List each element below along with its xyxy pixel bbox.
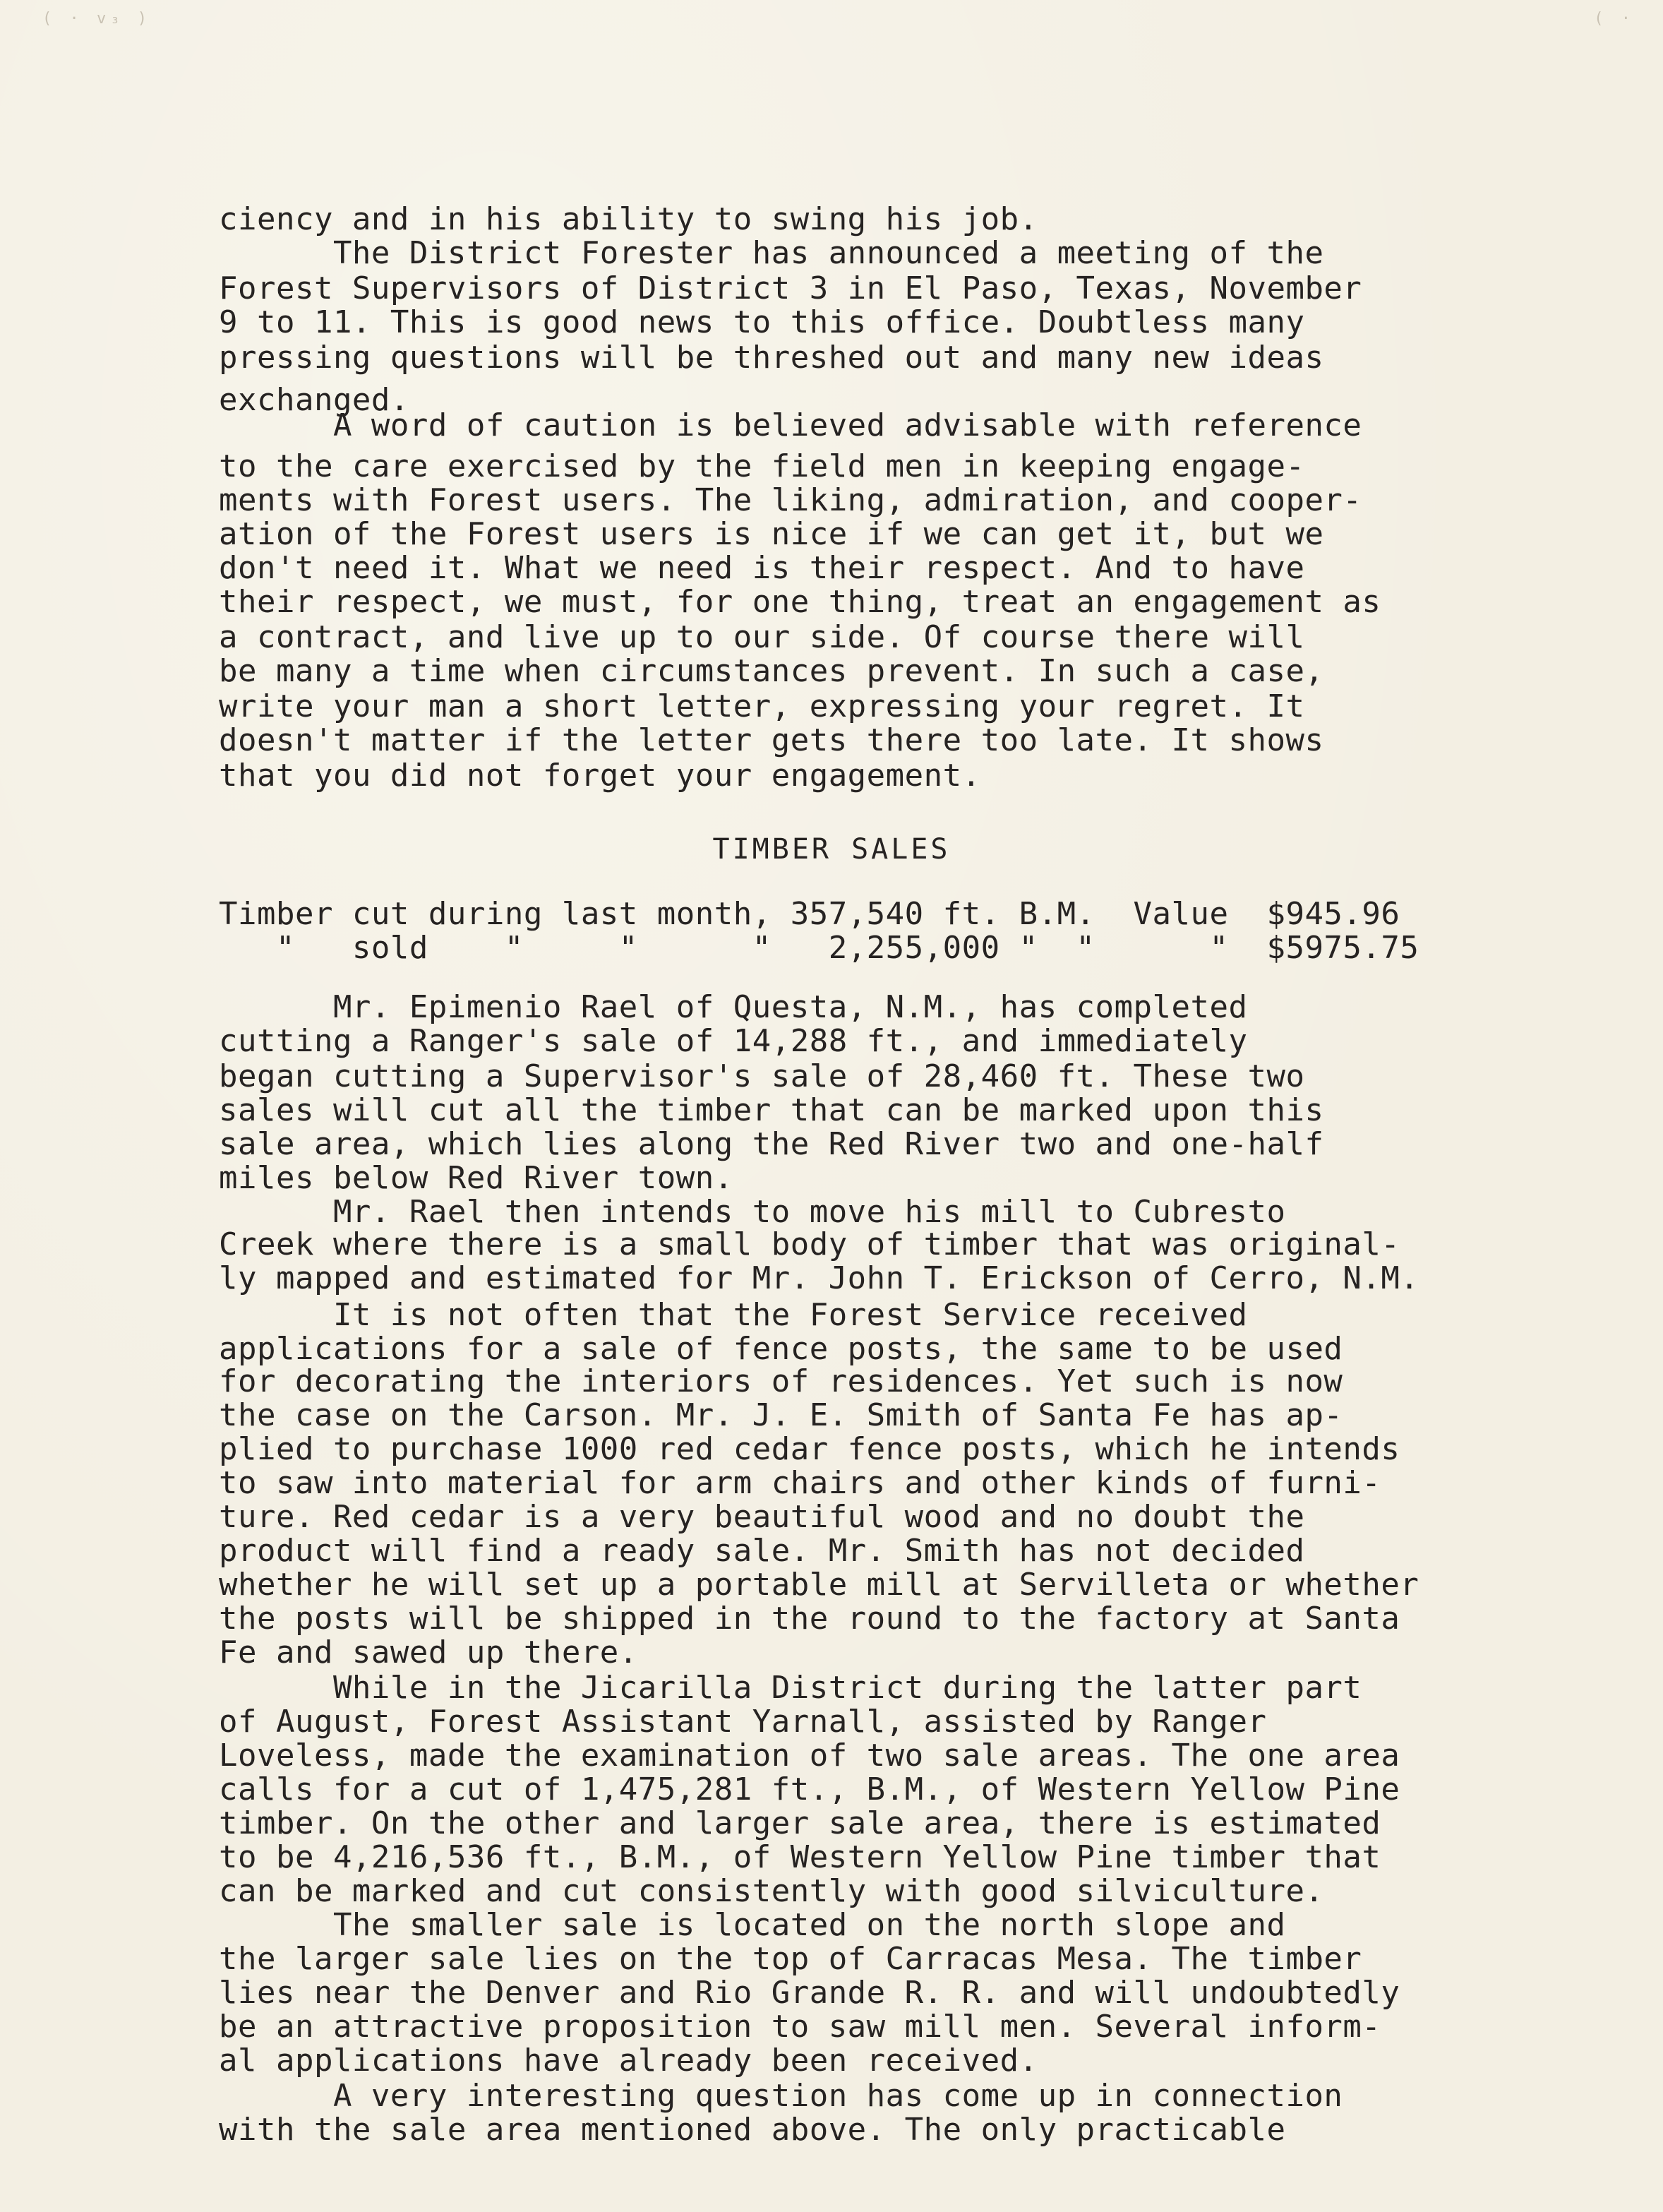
- text-line: ly mapped and estimated for Mr. John T. Erickson of Cerro, N.M.: [219, 1260, 1419, 1296]
- text-line: doesn't matter if the letter gets there too late. It shows: [219, 722, 1324, 758]
- text-line: the posts will be shipped in the round to the factory at Santa: [219, 1601, 1400, 1637]
- text-line: The smaller sale is located on the north slope and: [219, 1907, 1286, 1943]
- text-line: It is not often that the Forest Service received: [219, 1297, 1248, 1333]
- text-line: A word of caution is believed advisable with reference: [219, 407, 1362, 443]
- text-line: Mr. Rael then intends to move his mill to Cubresto: [219, 1194, 1286, 1230]
- text-line: timber. On the other and larger sale area, there is estimated: [219, 1805, 1381, 1841]
- text-line: ation of the Forest users is nice if we can get it, but we: [219, 516, 1324, 552]
- timber-sales-heading: TIMBER SALES: [712, 833, 951, 866]
- text-line: to saw into material for arm chairs and other kinds of furni-: [219, 1465, 1381, 1501]
- text-line: The District Forester has announced a meeting of the: [219, 235, 1324, 271]
- text-line: Forest Supervisors of District 3 in El Paso, Texas, November: [219, 270, 1362, 306]
- text-line: sales will cut all the timber that can be marked upon this: [219, 1092, 1324, 1128]
- text-line: their respect, we must, for one thing, treat an engagement as: [219, 584, 1381, 620]
- text-line: calls for a cut of 1,475,281 ft., B.M., of Western Yellow Pine: [219, 1771, 1400, 1807]
- text-line: to the care exercised by the field men in keeping engage-: [219, 448, 1305, 484]
- text-line: the larger sale lies on the top of Carracas Mesa. The timber: [219, 1941, 1362, 1977]
- corner-marks-right: ( ·: [1594, 10, 1635, 28]
- text-line: with the sale area mentioned above. The only practicable: [219, 2112, 1286, 2148]
- text-line: a contract, and live up to our side. Of course there will: [219, 619, 1305, 655]
- text-line: While in the Jicarilla District during the latter part: [219, 1670, 1362, 1706]
- text-line: product will find a ready sale. Mr. Smith has not decided: [219, 1533, 1305, 1569]
- text-line: began cutting a Supervisor's sale of 28,460 ft. These two: [219, 1058, 1305, 1094]
- text-line: plied to purchase 1000 red cedar fence posts, which he intends: [219, 1431, 1400, 1467]
- text-line: 9 to 11. This is good news to this office. Doubtless many: [219, 304, 1305, 340]
- timber-sold-line: " sold " " " 2,255,000 " " " $5975.75: [219, 930, 1419, 966]
- text-line: miles below Red River town.: [219, 1160, 733, 1196]
- timber-cut-line: Timber cut during last month, 357,540 ft. B.M. Value $945.96: [219, 896, 1400, 932]
- text-line: A very interesting question has come up in connection: [219, 2078, 1343, 2114]
- text-line: ciency and in his ability to swing his job.: [219, 201, 1038, 237]
- text-line: be an attractive proposition to saw mill men. Several inform-: [219, 2009, 1381, 2045]
- text-line: for decorating the interiors of residences. Yet such is now: [219, 1363, 1343, 1399]
- text-line: that you did not forget your engagement.: [219, 758, 981, 794]
- text-line: ture. Red cedar is a very beautiful wood and no doubt the: [219, 1499, 1305, 1535]
- text-line: al applications have already been received.: [219, 2043, 1038, 2079]
- corner-marks-left: ( · v₃ ): [42, 10, 151, 28]
- text-line: lies near the Denver and Rio Grande R. R. and will undoubtedly: [219, 1975, 1400, 2011]
- text-line: exchanged.: [219, 382, 409, 418]
- text-line: Fe and sawed up there.: [219, 1634, 638, 1670]
- text-line: be many a time when circumstances prevent. In such a case,: [219, 653, 1324, 689]
- text-line: write your man a short letter, expressing your regret. It: [219, 688, 1305, 724]
- text-line: to be 4,216,536 ft., B.M., of Western Yellow Pine timber that: [219, 1839, 1381, 1875]
- text-line: the case on the Carson. Mr. J. E. Smith of Santa Fe has ap-: [219, 1397, 1343, 1433]
- text-line: pressing questions will be threshed out and many new ideas: [219, 340, 1324, 376]
- text-line: cutting a Ranger's sale of 14,288 ft., and immediately: [219, 1023, 1248, 1059]
- text-line: sale area, which lies along the Red River two and one-half: [219, 1126, 1324, 1162]
- text-line: whether he will set up a portable mill at Servilleta or whether: [219, 1567, 1419, 1603]
- text-line: Mr. Epimenio Rael of Questa, N.M., has completed: [219, 989, 1248, 1025]
- text-line: don't need it. What we need is their respect. And to have: [219, 550, 1305, 586]
- text-line: applications for a sale of fence posts, the same to be used: [219, 1331, 1343, 1367]
- text-line: Loveless, made the examination of two sale areas. The one area: [219, 1738, 1400, 1774]
- text-line: can be marked and cut consistently with good silviculture.: [219, 1873, 1324, 1909]
- text-line: Creek where there is a small body of timber that was original-: [219, 1226, 1400, 1262]
- text-line: of August, Forest Assistant Yarnall, assisted by Ranger: [219, 1704, 1267, 1740]
- text-line: ments with Forest users. The liking, admiration, and cooper-: [219, 482, 1362, 518]
